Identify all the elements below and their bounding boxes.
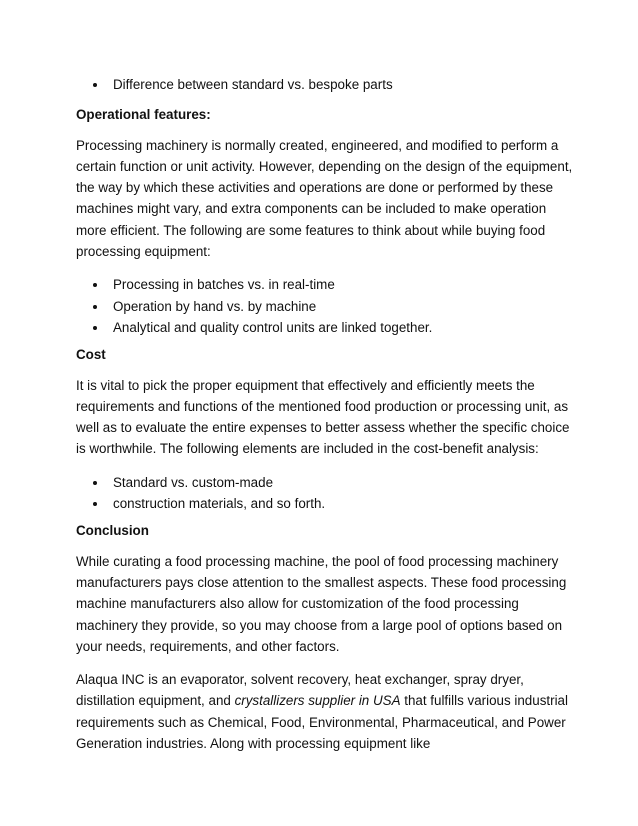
- alaqua-text-start: Alaqua INC is an evaporator, solvent recovery, heat exchanger, spray dryer, distillation equipment, and: [76, 672, 524, 709]
- operational-bullet-list: [76, 274, 578, 338]
- list-item: Operation by hand vs. by machine: [76, 296, 578, 317]
- list-item: Analytical and quality control units are linked together.: [76, 317, 578, 338]
- conclusion-heading: Conclusion: [76, 523, 149, 539]
- list-item: construction materials, and so forth.: [76, 493, 578, 514]
- list-item: Standard vs. custom-made: [76, 472, 578, 493]
- intro-bullet-list: [76, 74, 578, 95]
- supplier-link-text: crystallizers supplier in USA: [234, 693, 401, 709]
- alaqua-text-end: that fulfills various industrial requirements such as Chemical, Food, Environmental, Pharmaceutical, and Power Generation industries. Along with processing equipment like: [76, 693, 568, 752]
- conclusion-paragraph: While curating a food processing machine, the pool of food processing machinery manufacturers pays close attention to the smallest aspects. These food processing machine manufacturers also allow for customization of the food processing machinery they provide, so you may choose from a large pool of options based on your needs, requirements, and other factors.: [76, 553, 567, 654]
- cost-paragraph: It is vital to pick the proper equipment that effectively and efficiently meets the requirements and functions of the mentioned food production or processing unit, as well as to evaluate the entire expenses to better assess whether the specific choice is worthwhile. The following elements are included in the cost-benefit analysis:: [76, 377, 570, 457]
- list-item: Processing in batches vs. in real-time: [76, 274, 578, 295]
- list-item: Difference between standard vs. bespoke parts: [76, 74, 578, 95]
- cost-bullet-list: [76, 472, 578, 515]
- cost-heading: Cost: [76, 347, 106, 363]
- operational-features-heading: Operational features:: [76, 107, 211, 123]
- alaqua-paragraph: [76, 669, 578, 754]
- operational-features-paragraph: Processing machinery is normally created, engineered, and modified to perform a certain function or unit activity. However, depending on the design of the equipment, the way by which these activities and operations are done or performed by these machines might vary, and extra components can be included to make operation more efficient. The following are some features to think about while buying food processing equipment:: [76, 137, 573, 260]
